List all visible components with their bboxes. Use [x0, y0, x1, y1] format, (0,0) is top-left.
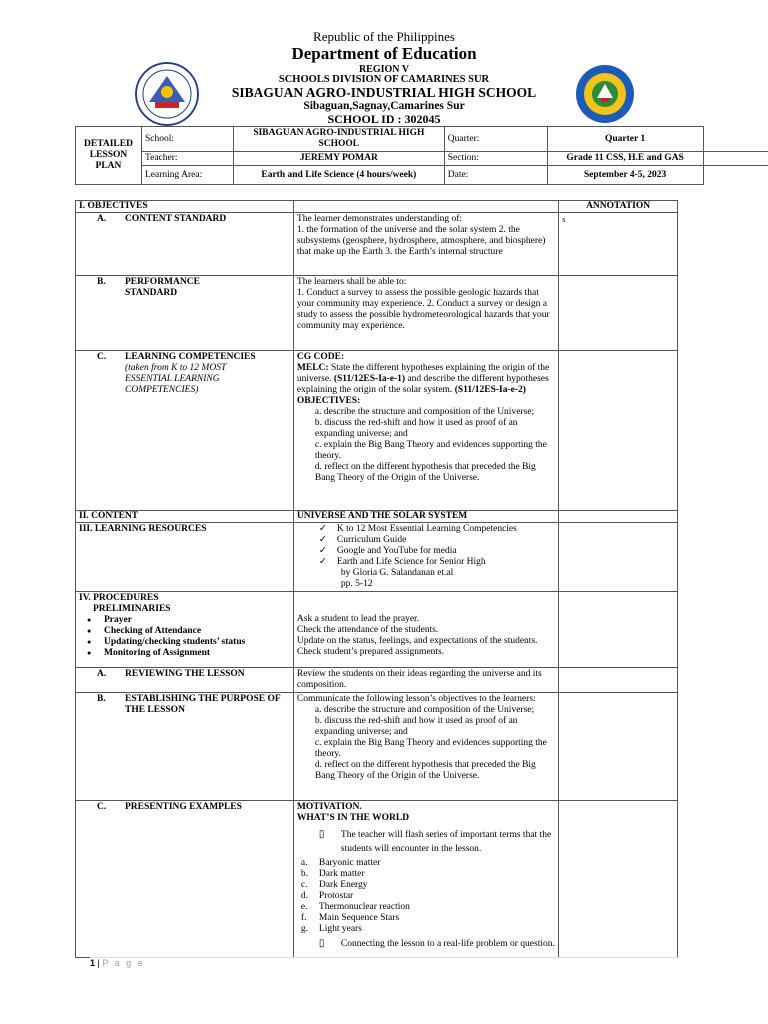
school-label: School:	[141, 127, 233, 152]
area-label: Learning Area:	[141, 166, 233, 185]
lesson-plan-table	[75, 200, 678, 958]
procedure-text: Ask a student to lead the prayer.	[296, 614, 420, 624]
term-key: f.	[300, 913, 307, 923]
competency-objective: c. explain the Big Bang Theory and evidences supporting the theory.	[314, 440, 547, 461]
procedures-content	[293, 592, 558, 668]
flash-text: ▯ The teacher will flash series of important terms that the students will encounter in the lesson.	[297, 828, 555, 856]
term-value: Baryonic matter	[318, 858, 381, 868]
world-heading: WHAT’S IN THE WORLD	[296, 813, 410, 823]
school-seal-icon	[575, 64, 635, 124]
procedure-text: Check student’s prepared assignments.	[296, 647, 445, 657]
presenting-label	[76, 801, 294, 958]
term-item	[297, 902, 555, 913]
footer-divider	[90, 957, 680, 958]
term-item	[297, 869, 555, 880]
melc-text-1: State the different hypotheses explaining the origin of the universe.	[296, 363, 550, 384]
term-value: Thermonuclear reaction	[318, 902, 410, 912]
melc-text-2: and describe the different hypotheses explaining the origin of the solar system.	[296, 374, 549, 395]
preliminary-item: ● Updating/checking students’ status	[79, 637, 269, 648]
page-sep: |	[95, 958, 103, 968]
term-key: a.	[300, 858, 308, 868]
deped-seal-icon	[135, 62, 199, 126]
department-title: Department of Education	[291, 44, 477, 63]
purpose-objective: a. describe the structure and composition of the Universe;	[314, 705, 535, 715]
republic-line: Republic of the Philippines	[313, 29, 455, 44]
content-value: UNIVERSE AND THE SOLAR SYSTEM	[293, 511, 558, 523]
term-key: b.	[300, 869, 309, 879]
term-key: e.	[300, 902, 308, 912]
content-standard-title: CONTENT STANDARD	[125, 214, 227, 224]
resources-label: III. LEARNING RESOURCES	[76, 523, 294, 592]
objectives-heading: I. OBJECTIVES	[76, 201, 294, 213]
preliminary-item: ● Monitoring of Assignment	[79, 648, 269, 659]
term-item	[297, 924, 555, 935]
reviewing-title: REVIEWING THE LESSON	[125, 669, 245, 679]
presenting-letter: C.	[97, 802, 107, 812]
lesson-info-table	[75, 126, 768, 185]
term-key: g.	[300, 924, 309, 934]
term-item	[297, 913, 555, 924]
term-value: Protostar	[318, 891, 354, 901]
resource-pages: pp. 5-12	[340, 579, 373, 589]
presenting-title: PRESENTING EXAMPLES	[125, 802, 242, 812]
procedures-heading: IV. PROCEDURES	[79, 593, 159, 603]
performance-standard-title: PERFORMANCE STANDARD	[125, 277, 200, 298]
page-number: 1	[90, 958, 96, 968]
competencies-label	[76, 351, 294, 511]
content-standard-label	[76, 213, 294, 276]
competencies-objectives-label: OBJECTIVES:	[296, 396, 361, 406]
preliminaries-heading: PRELIMINARIES	[93, 604, 171, 614]
resource-item: ✓ Earth and Life Science for Senior High	[297, 557, 555, 568]
performance-standard-label	[76, 276, 294, 351]
quarter-label: Quarter:	[444, 127, 547, 152]
preliminary-item: ● Checking of Attendance	[79, 626, 269, 637]
resource-item: ✓ Google and YouTube for media	[297, 546, 555, 557]
presenting-content	[293, 801, 558, 958]
school-value: SIBAGUAN AGRO-INDUSTRIAL HIGH SCHOOL	[233, 127, 444, 152]
quarter-value: Quarter 1	[547, 127, 703, 152]
page-word: P a g e	[102, 958, 145, 968]
area-value: Earth and Life Science (4 hours/week)	[233, 166, 444, 185]
melc-label: MELC:	[296, 363, 329, 373]
competencies-note: (taken from K to 12 MOST ESSENTIAL LEARNING COMPETENCIES)	[125, 363, 227, 395]
content-label: II. CONTENT	[76, 511, 294, 523]
competency-objective: d. reflect on the different hypothesis that preceded the Big Bang Theory of the Origin of the Universe.	[314, 462, 536, 483]
purpose-content	[293, 693, 558, 801]
competency-objective: a. describe the structure and composition of the Universe;	[314, 407, 535, 417]
performance-standard-text: The learners shall be able to: 1. Conduct a survey to assess the possible geologic hazards that your community may experience. 2. Conduct a survey or design a study to assess the possible hydrometeorological hazards that your community may experience.	[293, 276, 558, 351]
dlp-label: DETAILED LESSON PLAN	[76, 127, 142, 185]
term-key: c.	[300, 880, 308, 890]
term-value: Dark Energy	[318, 880, 368, 890]
procedure-text: Check the attendance of the students.	[296, 625, 439, 635]
purpose-label	[76, 693, 294, 801]
purpose-objective: d. reflect on the different hypothesis that preceded the Big Bang Theory of the Origin of the Universe.	[314, 760, 536, 781]
teacher-label: Teacher:	[141, 152, 233, 166]
content-standard-letter: A.	[97, 214, 107, 224]
region-line: REGION V	[358, 64, 410, 75]
term-item	[297, 891, 555, 902]
purpose-letter: B.	[97, 694, 106, 704]
competencies-content	[293, 351, 558, 511]
term-value: Light years	[318, 924, 362, 934]
school-address: Sibaguan,Sagnay,Camarines Sur	[303, 100, 465, 112]
term-value: Main Sequence Stars	[318, 913, 400, 923]
reviewing-text: Review the students on their ideas regarding the universe and its composition.	[293, 668, 558, 693]
melc-code-2: (S11/12ES-Ia-e-2)	[454, 385, 526, 395]
procedures-label	[76, 592, 294, 668]
reviewing-label	[76, 668, 294, 693]
performance-standard-letter: B.	[97, 277, 106, 287]
term-item	[297, 880, 555, 891]
competency-objective: b. discuss the red-shift and how it used as proof of an expanding universe; and	[314, 418, 518, 439]
teacher-value: JEREMY POMAR	[233, 152, 444, 166]
section-label: Section:	[444, 152, 547, 166]
content-standard-text: The learner demonstrates understanding of: 1. the formation of the universe and the solar system 2. the subsystems (geosphere, hydrosphere, atmosphere, and biosphere) that make up the Earth 3. the Earth’s internal structure	[293, 213, 558, 276]
resource-author: by Gloria G. Salandanan et.al	[340, 568, 454, 578]
purpose-objective: b. discuss the red-shift and how it used as proof of an expanding universe; and	[314, 716, 518, 737]
content-standard-annotation: s	[559, 213, 678, 276]
date-value: September 4-5, 2023	[547, 166, 703, 185]
purpose-title: ESTABLISHING THE PURPOSE OF THE LESSON	[125, 694, 281, 715]
annotation-heading: ANNOTATION	[559, 201, 678, 213]
preliminary-item: ● Prayer	[79, 615, 269, 626]
school-name: SIBAGUAN AGRO-INDUSTRIAL HIGH SCHOOL	[231, 85, 537, 100]
page-footer	[90, 958, 145, 968]
melc-text	[297, 363, 555, 396]
connect-text: ▯ Connecting the lesson to a real-life problem or question.	[297, 937, 555, 951]
section-value: Grade 11 CSS, H.E and GAS	[547, 152, 703, 166]
date-label: Date:	[444, 166, 547, 185]
procedure-text: Update on the status, feelings, and expectations of the students.	[296, 636, 538, 646]
reviewing-letter: A.	[97, 669, 107, 679]
motivation-heading: MOTIVATION.	[296, 802, 362, 812]
term-key: d.	[300, 891, 309, 901]
term-value: Dark matter	[318, 869, 365, 879]
purpose-objective: c. explain the Big Bang Theory and evidences supporting the theory.	[314, 738, 547, 759]
resource-item: ✓ Curriculum Guide	[297, 535, 555, 546]
purpose-intro: Communicate the following lesson’s objectives to the learners:	[296, 694, 536, 704]
term-item	[297, 858, 555, 869]
competencies-letter: C.	[97, 352, 107, 362]
resources-content	[293, 523, 558, 592]
competencies-title: LEARNING COMPETENCIES	[125, 352, 256, 362]
melc-code-1: (S11/12ES-Ia-e-1)	[333, 374, 406, 384]
cg-code: CG CODE:	[296, 352, 345, 362]
division-line: SCHOOLS DIVISION OF CAMARINES SUR	[278, 74, 490, 85]
resource-item: ✓ K to 12 Most Essential Learning Competencies	[297, 524, 555, 535]
school-id: SCHOOL ID : 302045	[327, 112, 441, 126]
